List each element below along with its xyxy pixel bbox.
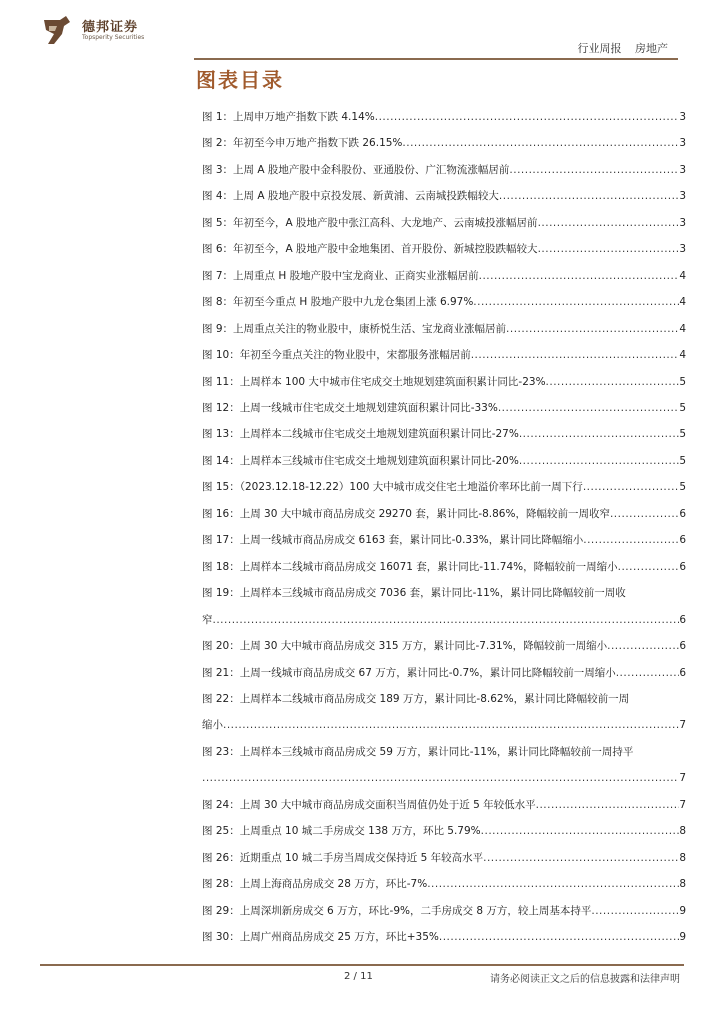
toc-entry-text (202, 316, 506, 342)
toc-leader-dots (483, 845, 679, 871)
toc-page-number: 8 (679, 878, 686, 891)
toc-entry[interactable] (202, 130, 686, 156)
toc-entry-title: 上周申万地产指数下跌 4.14% (233, 111, 375, 123)
toc-entry[interactable] (202, 474, 686, 500)
toc-entry-title: 上周深圳新房成交 6 万方，环比-9%，二手房成交 8 万方，较上周基本持平 (239, 904, 592, 917)
toc-entry[interactable] (202, 554, 686, 580)
toc-page-number: 8 (679, 825, 686, 838)
toc-page-number: 5 (679, 428, 686, 441)
toc-entry-title: 年初至今，A 股地产股中金地集团、首开股份、新城控股跌幅较大 (233, 243, 538, 256)
toc-leader-dots (519, 448, 679, 474)
toc-entry-continuation: 窄 (202, 613, 213, 626)
toc-page-number: 6 (679, 666, 686, 679)
toc-leader-dots (481, 818, 680, 844)
toc-entry-text (202, 580, 686, 606)
toc-page-number: 8 (679, 851, 686, 864)
toc-entry-title: 上周样本二线城市商品房成交 189 万方，累计同比-8.62%，累计同比降幅较前一周 (239, 692, 630, 705)
toc-entry-label: 图 19： (202, 587, 240, 600)
toc-entry-text (202, 104, 375, 130)
toc-leader-dots (536, 792, 680, 818)
toc-entry-text (202, 792, 536, 818)
toc-entry-label: 图 1： (202, 111, 234, 123)
toc-entry-text (202, 633, 607, 659)
toc-entry-title: （2023.12.18-12.22）100 大中城市成交住宅土地溢价率环比前一周下行 (239, 481, 583, 494)
toc-leader-dots (546, 369, 680, 395)
toc-entry[interactable] (202, 289, 686, 315)
toc-leader-dots (538, 210, 680, 236)
toc-leader-dots (402, 130, 679, 156)
toc-page-number: 5 (679, 401, 686, 414)
toc-entry-label: 图 10： (202, 349, 240, 362)
toc-leader-dots (519, 421, 679, 447)
toc-leader-dots (506, 316, 679, 342)
toc-entry-label: 图 20： (202, 640, 240, 653)
toc-entry-label: 图 18： (202, 560, 240, 573)
toc-entry[interactable] (202, 157, 686, 183)
toc-entry[interactable] (202, 342, 686, 368)
toc-entry[interactable] (202, 448, 686, 474)
toc-entry-text (202, 474, 583, 500)
header-divider (194, 58, 678, 60)
sector-tag: 房地产 (635, 42, 668, 55)
toc-entry-title: 上周重点 H 股地产股中宝龙商业、正商实业涨幅居前 (233, 269, 479, 282)
toc-entry-text (202, 845, 483, 871)
toc-leader-dots (439, 924, 679, 950)
toc-page-number: 3 (679, 163, 686, 176)
toc-entry-label: 图 21： (202, 666, 240, 679)
toc-page-number: 7 (679, 772, 686, 785)
toc-entry-title: 上周重点关注的物业股中，康桥悦生活、宝龙商业涨幅居前 (233, 322, 507, 335)
toc-leader-dots (583, 527, 679, 553)
table-of-figures (202, 104, 686, 951)
toc-leader-dots (375, 104, 680, 130)
report-type-tag: 行业周报 (577, 42, 622, 55)
toc-entry-label: 图 7： (202, 269, 234, 282)
toc-entry-text (202, 183, 499, 209)
toc-entry[interactable] (202, 792, 686, 818)
toc-leader-dots (498, 395, 679, 421)
toc-entry-label: 图 30： (202, 931, 240, 944)
toc-entry-text (202, 739, 686, 765)
toc-leader-dots (473, 289, 679, 315)
toc-leader-dots (427, 871, 679, 897)
toc-entry-text (202, 501, 610, 527)
toc-entry-label: 图 25： (202, 825, 240, 838)
toc-entry-title: 上周样本三线城市商品房成交 7036 套，累计同比-11%，累计同比降幅较前一周收 (239, 587, 626, 600)
toc-entry-label: 图 2： (202, 137, 234, 150)
toc-entry-title: 上周一线城市住宅成交土地规划建筑面积累计同比-33% (239, 401, 498, 414)
toc-entry[interactable] (202, 210, 686, 236)
toc-entry-label: 图 22： (202, 692, 240, 705)
brand-name-cn: 德邦证券 (82, 20, 139, 35)
toc-leader-dots (616, 660, 680, 686)
toc-page-number: 5 (679, 454, 686, 467)
toc-entry-text (202, 898, 591, 924)
toc-entry-title: 上周样本二线城市商品房成交 16071 套，累计同比-11.74%，降幅较前一周缩小 (239, 560, 618, 573)
toc-page-number: 6 (679, 560, 686, 573)
toc-page-number: 7 (679, 719, 686, 732)
toc-entry-title: 上周一线城市商品房成交 6163 套，累计同比-0.33%，累计同比降幅缩小 (239, 534, 584, 547)
toc-entry-text (202, 686, 686, 712)
toc-entry[interactable] (202, 236, 686, 262)
toc-page-number: 6 (679, 613, 686, 626)
toc-entry-text (202, 660, 616, 686)
brand-name-en: Topsperity Securities (82, 34, 145, 41)
toc-page-number: 7 (679, 798, 686, 811)
toc-entry[interactable] (202, 739, 686, 792)
toc-entry-title: 上周样本 100 大中城市住宅成交土地规划建筑面积累计同比-23% (239, 375, 546, 388)
toc-entry[interactable] (202, 580, 686, 633)
toc-entry-label: 图 14： (202, 454, 240, 467)
header-tags (568, 40, 669, 56)
toc-leader-dots (607, 633, 679, 659)
toc-entry-label: 图 29： (202, 904, 240, 917)
toc-page-number: 6 (679, 507, 686, 520)
toc-leader-dots (618, 554, 680, 580)
toc-page-number: 6 (679, 640, 686, 653)
toc-entry-text (202, 421, 519, 447)
toc-entry-label: 图 12： (202, 401, 240, 414)
toc-leader-dots (223, 712, 679, 738)
company-logo-icon (40, 14, 74, 48)
toc-entry[interactable] (202, 818, 686, 844)
toc-entry-title: 上周上海商品房成交 28 万方，环比-7% (239, 878, 428, 891)
toc-leader-dots (213, 607, 680, 633)
toc-entry-label: 图 6： (202, 243, 234, 256)
toc-entry-title: 年初至今申万地产指数下跌 26.15% (233, 137, 403, 150)
page-header (0, 0, 724, 64)
toc-leader-dots (479, 263, 680, 289)
toc-page-number: 3 (679, 111, 686, 123)
toc-entry-title: 上周样本三线城市商品房成交 59 万方，累计同比-11%，累计同比降幅较前一周持平 (239, 745, 634, 758)
toc-entry-label: 图 5： (202, 216, 234, 229)
toc-entry-title: 上周 30 大中城市商品房成交面积当周值仍处于近 5 年较低水平 (239, 798, 536, 811)
toc-leader-dots (202, 765, 679, 791)
toc-leader-dots (538, 236, 680, 262)
toc-leader-dots (509, 157, 679, 183)
toc-entry-text (202, 527, 583, 553)
toc-entry-text (202, 157, 509, 183)
toc-entry[interactable] (202, 501, 686, 527)
toc-entry-label: 图 4： (202, 190, 234, 203)
toc-entry-title: 年初至今重点关注的物业股中，宋都服务涨幅居前 (239, 349, 471, 362)
toc-entry-title: 上周广州商品房成交 25 万方，环比+35% (239, 931, 439, 944)
toc-page-number: 3 (679, 243, 686, 256)
toc-entry-text (202, 210, 538, 236)
toc-entry[interactable] (202, 395, 686, 421)
toc-leader-dots (471, 342, 680, 368)
toc-entry-text (202, 448, 519, 474)
toc-entry[interactable] (202, 845, 686, 871)
toc-entry-label: 图 15： (202, 481, 240, 494)
toc-entry-title: 年初至今，A 股地产股中张江高科、大龙地产、云南城投涨幅居前 (233, 216, 538, 229)
toc-entry-title: 上周 30 大中城市商品房成交 29270 套，累计同比-8.86%，降幅较前一周收窄 (239, 507, 610, 520)
toc-entry-label: 图 16： (202, 507, 240, 520)
toc-entry-text (202, 924, 439, 950)
toc-entry-text (202, 289, 473, 315)
toc-entry-title: 年初至今重点 H 股地产股中九龙仓集团上涨 6.97% (233, 296, 474, 309)
toc-page-number: 3 (679, 216, 686, 229)
toc-entry-title: 上周样本三线城市住宅成交土地规划建筑面积累计同比-20% (239, 454, 519, 467)
toc-page-number: 3 (679, 190, 686, 203)
toc-entry[interactable] (202, 183, 686, 209)
toc-page-number: 9 (679, 904, 686, 917)
toc-entry-title: 上周样本二线城市住宅成交土地规划建筑面积累计同比-27% (239, 428, 519, 441)
toc-entry[interactable] (202, 871, 686, 897)
toc-entry-text (202, 236, 538, 262)
toc-entry[interactable] (202, 421, 686, 447)
toc-entry-label: 图 13： (202, 428, 240, 441)
toc-entry[interactable] (202, 924, 686, 950)
page-title: 图表目录 (196, 68, 284, 92)
toc-entry-label: 图 11： (202, 375, 240, 388)
toc-page-number: 9 (679, 931, 686, 944)
legal-disclaimer: 请务必阅读正文之后的信息披露和法律声明 (490, 974, 680, 985)
toc-entry-text (202, 818, 481, 844)
toc-entry-text (202, 342, 471, 368)
toc-leader-dots (591, 898, 679, 924)
toc-entry-text (202, 369, 546, 395)
toc-entry[interactable] (202, 633, 686, 659)
toc-entry-label: 图 23： (202, 745, 240, 758)
toc-entry-title: 上周 30 大中城市商品房成交 315 万方，累计同比-7.31%，降幅较前一周缩小 (239, 640, 608, 653)
toc-page-number: 4 (679, 322, 686, 335)
toc-page-number: 5 (679, 481, 686, 494)
toc-entry[interactable] (202, 369, 686, 395)
toc-page-number: 4 (679, 269, 686, 282)
toc-entry-text (202, 871, 427, 897)
toc-entry-label: 图 28： (202, 878, 240, 891)
toc-entry-text (202, 263, 479, 289)
toc-leader-dots (610, 501, 679, 527)
toc-entry-label: 图 9： (202, 322, 234, 335)
toc-page-number: 4 (679, 296, 686, 309)
toc-entry[interactable] (202, 263, 686, 289)
toc-entry-title: 上周一线城市商品房成交 67 万方，累计同比-0.7%，累计同比降幅较前一周缩小 (239, 666, 616, 679)
toc-entry[interactable] (202, 527, 686, 553)
toc-page-number: 4 (679, 349, 686, 362)
toc-leader-dots (499, 183, 679, 209)
footer-divider (40, 964, 684, 966)
toc-entry-title: 上周重点 10 城二手房成交 138 万方，环比 5.79% (239, 825, 481, 838)
toc-entry-text (202, 130, 402, 156)
toc-entry-title: 上周 A 股地产股中金科股份、亚通股份、广汇物流涨幅居前 (233, 163, 510, 176)
toc-page-number: 5 (679, 375, 686, 388)
toc-entry-label: 图 8： (202, 296, 234, 309)
toc-page-number: 6 (679, 534, 686, 547)
toc-entry-title: 近期重点 10 城二手房当周成交保持近 5 年较高水平 (239, 851, 484, 864)
page-number: 2 / 11 (344, 971, 373, 982)
toc-entry-label: 图 17： (202, 534, 240, 547)
toc-entry-label: 图 3： (202, 163, 234, 176)
toc-entry-continuation: 缩小 (202, 719, 223, 732)
toc-entry[interactable] (202, 104, 686, 130)
toc-entry[interactable] (202, 686, 686, 739)
toc-leader-dots (583, 474, 680, 500)
toc-entry-label: 图 24： (202, 798, 240, 811)
toc-entry[interactable] (202, 660, 686, 686)
toc-entry-label: 图 26： (202, 851, 240, 864)
toc-entry[interactable] (202, 316, 686, 342)
toc-entry-title: 上周 A 股地产股中京投发展、新黄浦、云南城投跌幅较大 (233, 190, 499, 203)
toc-entry-text (202, 395, 498, 421)
toc-entry[interactable] (202, 898, 686, 924)
toc-entry-text (202, 554, 618, 580)
toc-page-number: 3 (679, 137, 686, 150)
